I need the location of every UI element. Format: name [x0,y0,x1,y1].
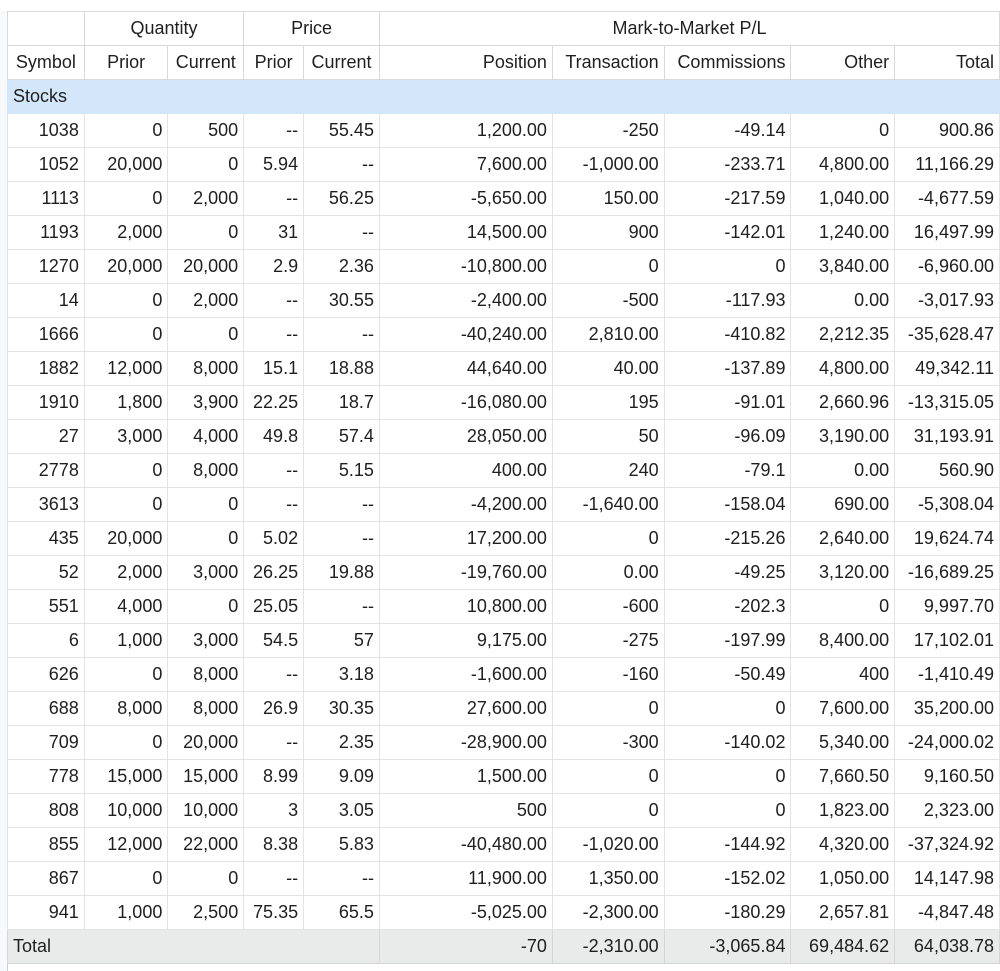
cell-quantity-prior[interactable]: 0 [84,114,168,148]
cell-price-current[interactable]: 19.88 [304,556,380,590]
cell-commissions[interactable]: -152.02 [664,862,791,896]
cell-transaction[interactable]: 195 [552,386,664,420]
cell-commissions[interactable]: -180.29 [664,896,791,930]
cell-quantity-prior[interactable]: 0 [84,726,168,760]
table-row [8,318,1000,352]
cell-price-prior[interactable]: -- [244,182,304,216]
cell-symbol[interactable]: 1038 [8,114,85,148]
cell-transaction[interactable]: 0 [552,692,664,726]
cell-symbol[interactable]: 435 [8,522,85,556]
cell-other[interactable]: 7,660.50 [791,760,895,794]
column-header-price-current[interactable]: Current [304,46,380,80]
cell-quantity-current[interactable]: 8,000 [168,352,244,386]
total-commissions[interactable]: -3,065.84 [664,930,791,964]
cell-position[interactable]: 7,600.00 [379,148,552,182]
cell-total[interactable]: -35,628.47 [895,318,1000,352]
cell-other[interactable]: 2,640.00 [791,522,895,556]
cell-quantity-prior[interactable]: 8,000 [84,692,168,726]
cell-total[interactable]: -37,324.92 [895,828,1000,862]
cell-commissions[interactable]: -117.93 [664,284,791,318]
cell-quantity-current[interactable]: 3,900 [168,386,244,420]
table-row [8,420,1000,454]
cell-symbol[interactable]: 2778 [8,454,85,488]
cell-price-current[interactable]: 9.09 [304,760,380,794]
cell-commissions[interactable]: 0 [664,760,791,794]
cell-transaction[interactable]: 0 [552,522,664,556]
cell-total[interactable]: 31,193.91 [895,420,1000,454]
cell-quantity-current[interactable]: 2,500 [168,896,244,930]
cell-commissions[interactable]: -49.25 [664,556,791,590]
cell-position[interactable]: 1,500.00 [379,760,552,794]
cell-quantity-current[interactable]: 0 [168,522,244,556]
cell-transaction[interactable]: 40.00 [552,352,664,386]
cell-quantity-current[interactable]: 10,000 [168,794,244,828]
table-row [8,114,1000,148]
table-row [8,760,1000,794]
column-header-other[interactable]: Other [791,46,895,80]
cell-position[interactable]: -16,080.00 [379,386,552,420]
cell-price-prior[interactable]: 2.9 [244,250,304,284]
cell-other[interactable]: 7,600.00 [791,692,895,726]
cell-price-current[interactable]: 57 [304,624,380,658]
cell-quantity-current[interactable]: 8,000 [168,692,244,726]
cell-price-current[interactable]: 3.18 [304,658,380,692]
cell-quantity-prior[interactable]: 0 [84,182,168,216]
cell-quantity-current[interactable]: 2,000 [168,182,244,216]
cell-transaction[interactable]: -500 [552,284,664,318]
cell-position[interactable]: 400.00 [379,454,552,488]
cell-commissions[interactable]: -215.26 [664,522,791,556]
cell-quantity-current[interactable]: 0 [168,862,244,896]
cell-quantity-current[interactable]: 8,000 [168,658,244,692]
cell-price-current[interactable]: 3.05 [304,794,380,828]
cell-quantity-current[interactable]: 2,000 [168,284,244,318]
cell-total[interactable]: 900.86 [895,114,1000,148]
cell-quantity-current[interactable]: 500 [168,114,244,148]
cell-symbol[interactable]: 855 [8,828,85,862]
cell-total[interactable]: -4,677.59 [895,182,1000,216]
cell-quantity-current[interactable]: 0 [168,216,244,250]
cell-symbol[interactable]: 808 [8,794,85,828]
table-row [8,284,1000,318]
total-row [8,930,1000,964]
cell-transaction[interactable]: 2,810.00 [552,318,664,352]
cell-price-current[interactable]: 55.45 [304,114,380,148]
cell-symbol[interactable]: 1910 [8,386,85,420]
cell-other[interactable]: 2,657.81 [791,896,895,930]
column-header-symbol[interactable]: Symbol [8,46,85,80]
cell-total[interactable]: -3,017.93 [895,284,1000,318]
cell-other[interactable]: 0 [791,114,895,148]
cell-commissions[interactable]: -91.01 [664,386,791,420]
cell-quantity-current[interactable]: 0 [168,318,244,352]
cell-position[interactable]: 9,175.00 [379,624,552,658]
cell-position[interactable]: 28,050.00 [379,420,552,454]
table-row [8,726,1000,760]
cell-quantity-prior[interactable]: 0 [84,454,168,488]
cell-price-prior[interactable]: 25.05 [244,590,304,624]
cell-commissions[interactable]: -96.09 [664,420,791,454]
cell[interactable] [8,12,85,46]
cell-commissions[interactable]: -217.59 [664,182,791,216]
cell-other[interactable]: 4,320.00 [791,828,895,862]
section-label[interactable]: Stocks [8,80,1000,114]
cell-quantity-prior[interactable]: 0 [84,318,168,352]
cell-quantity-prior[interactable]: 0 [84,488,168,522]
cell-commissions[interactable]: 0 [664,794,791,828]
table-row [8,590,1000,624]
cell-price-prior[interactable]: -- [244,488,304,522]
cell-commissions[interactable]: -197.99 [664,624,791,658]
cell-other[interactable]: 5,340.00 [791,726,895,760]
table-row [8,454,1000,488]
total-total[interactable]: 64,038.78 [895,930,1000,964]
cell-position[interactable]: -19,760.00 [379,556,552,590]
cell-price-prior[interactable]: -- [244,284,304,318]
cell-quantity-prior[interactable]: 20,000 [84,522,168,556]
cell-position[interactable]: 44,640.00 [379,352,552,386]
cell-price-prior[interactable]: 26.25 [244,556,304,590]
cell-price-prior[interactable]: 26.9 [244,692,304,726]
cell-other[interactable]: 0 [791,590,895,624]
cell-total[interactable]: -24,000.02 [895,726,1000,760]
cell-position[interactable]: 17,200.00 [379,522,552,556]
column-header-quantity-current[interactable]: Current [168,46,244,80]
cell-total[interactable]: 16,497.99 [895,216,1000,250]
cell-quantity-prior[interactable]: 1,800 [84,386,168,420]
price-group-header[interactable]: Price [244,12,380,46]
cell-price-prior[interactable]: -- [244,114,304,148]
total-transaction[interactable]: -2,310.00 [552,930,664,964]
cell-other[interactable]: 1,040.00 [791,182,895,216]
cell-total[interactable]: 49,342.11 [895,352,1000,386]
table-row [8,624,1000,658]
cell-price-current[interactable]: -- [304,862,380,896]
cell-commissions[interactable]: -140.02 [664,726,791,760]
cell-total[interactable]: 560.90 [895,454,1000,488]
cell-symbol[interactable]: 52 [8,556,85,590]
cell-total[interactable]: 35,200.00 [895,692,1000,726]
cell-price-prior[interactable]: 49.8 [244,420,304,454]
cell-other[interactable]: 0.00 [791,284,895,318]
cell-quantity-current[interactable]: 0 [168,488,244,522]
column-header-commissions[interactable]: Commissions [664,46,791,80]
cell-quantity-prior[interactable]: 20,000 [84,250,168,284]
cell-transaction[interactable]: 0 [552,250,664,284]
cell-total[interactable]: -4,847.48 [895,896,1000,930]
cell-symbol[interactable]: 27 [8,420,85,454]
cell-other[interactable]: 8,400.00 [791,624,895,658]
cell-symbol[interactable]: 1882 [8,352,85,386]
table-row [8,862,1000,896]
cell-price-current[interactable]: 57.4 [304,420,380,454]
cell-price-current[interactable]: 30.55 [304,284,380,318]
table-row [8,386,1000,420]
cell-symbol[interactable]: 626 [8,658,85,692]
cell-transaction[interactable]: -1,640.00 [552,488,664,522]
cell-quantity-prior[interactable]: 10,000 [84,794,168,828]
cell-quantity-current[interactable]: 3,000 [168,556,244,590]
cell-position[interactable]: -2,400.00 [379,284,552,318]
cell-price-prior[interactable]: 22.25 [244,386,304,420]
table-row [8,658,1000,692]
cell-quantity-prior[interactable]: 12,000 [84,828,168,862]
data-rows [8,114,1000,930]
cell-quantity-current[interactable]: 15,000 [168,760,244,794]
cell-price-current[interactable]: 2.36 [304,250,380,284]
cell-quantity-prior[interactable]: 3,000 [84,420,168,454]
cell-price-prior[interactable]: 5.02 [244,522,304,556]
cell-commissions[interactable]: -142.01 [664,216,791,250]
column-header-row [8,46,1000,80]
cell-price-current[interactable]: -- [304,590,380,624]
cell-transaction[interactable]: 50 [552,420,664,454]
cell-transaction[interactable]: -2,300.00 [552,896,664,930]
cell-price-current[interactable]: 30.35 [304,692,380,726]
cell-price-prior[interactable]: -- [244,726,304,760]
cell-transaction[interactable]: 0.00 [552,556,664,590]
cell-other[interactable]: 400 [791,658,895,692]
cell-total[interactable]: -16,689.25 [895,556,1000,590]
cell-other[interactable]: 690.00 [791,488,895,522]
cell-price-prior[interactable]: 5.94 [244,148,304,182]
cell-other[interactable]: 2,212.35 [791,318,895,352]
cell-total[interactable]: 17,102.01 [895,624,1000,658]
cell-price-current[interactable]: 5.83 [304,828,380,862]
cell-transaction[interactable]: 240 [552,454,664,488]
cell-quantity-prior[interactable]: 4,000 [84,590,168,624]
table-row [8,182,1000,216]
column-header-price-prior[interactable]: Prior [244,46,304,80]
cell-quantity-prior[interactable]: 2,000 [84,216,168,250]
cell-quantity-current[interactable]: 3,000 [168,624,244,658]
cell-price-prior[interactable]: -- [244,454,304,488]
cell-other[interactable]: 3,840.00 [791,250,895,284]
cell-quantity-prior[interactable]: 20,000 [84,148,168,182]
cell-position[interactable]: -5,025.00 [379,896,552,930]
table-row [8,522,1000,556]
cell-commissions[interactable]: -144.92 [664,828,791,862]
cell-price-prior[interactable]: 15.1 [244,352,304,386]
cell-quantity-prior[interactable]: 0 [84,284,168,318]
cell-price-current[interactable]: -- [304,522,380,556]
cell-commissions[interactable]: -158.04 [664,488,791,522]
column-header-total[interactable]: Total [895,46,1000,80]
cell-commissions[interactable]: 0 [664,250,791,284]
cell-quantity-current[interactable]: 22,000 [168,828,244,862]
cell-price-current[interactable]: -- [304,216,380,250]
total-other[interactable]: 69,484.62 [791,930,895,964]
cell-symbol[interactable]: 688 [8,692,85,726]
group-header-row [8,12,1000,46]
cell-price-current[interactable]: 18.7 [304,386,380,420]
cell-price-prior[interactable]: 3 [244,794,304,828]
cell-position[interactable]: -4,200.00 [379,488,552,522]
cell-total[interactable]: 2,323.00 [895,794,1000,828]
cell-total[interactable]: 14,147.98 [895,862,1000,896]
table-row [8,250,1000,284]
cell-price-prior[interactable]: 75.35 [244,896,304,930]
cell-quantity-prior[interactable]: 15,000 [84,760,168,794]
cell-position[interactable]: -40,240.00 [379,318,552,352]
cell-position[interactable]: 500 [379,794,552,828]
cell-transaction[interactable]: 1,350.00 [552,862,664,896]
column-header-quantity-prior[interactable]: Prior [84,46,168,80]
cell-commissions[interactable]: -79.1 [664,454,791,488]
cell-total[interactable]: -6,960.00 [895,250,1000,284]
cell-quantity-prior[interactable]: 2,000 [84,556,168,590]
cell-price-current[interactable]: -- [304,148,380,182]
cell-transaction[interactable]: -1,000.00 [552,148,664,182]
cell-symbol[interactable]: 1113 [8,182,85,216]
cell-quantity-prior[interactable]: 1,000 [84,624,168,658]
cell-commissions[interactable]: -202.3 [664,590,791,624]
cell-position[interactable]: -40,480.00 [379,828,552,862]
cell-price-prior[interactable]: -- [244,862,304,896]
cell-total[interactable]: 19,624.74 [895,522,1000,556]
cell-symbol[interactable]: 778 [8,760,85,794]
cell-symbol[interactable]: 1270 [8,250,85,284]
column-header-position[interactable]: Position [379,46,552,80]
cell-price-prior[interactable]: 31 [244,216,304,250]
quantity-group-header[interactable]: Quantity [84,12,243,46]
cell-total[interactable]: 9,160.50 [895,760,1000,794]
cell-symbol[interactable]: 551 [8,590,85,624]
cell-other[interactable]: 1,050.00 [791,862,895,896]
cell-quantity-prior[interactable]: 0 [84,658,168,692]
cell-quantity-current[interactable]: 20,000 [168,726,244,760]
cell-transaction[interactable]: -1,020.00 [552,828,664,862]
cell-commissions[interactable]: -137.89 [664,352,791,386]
cell-quantity-current[interactable]: 8,000 [168,454,244,488]
cell-total[interactable]: 9,997.70 [895,590,1000,624]
cell-price-prior[interactable]: -- [244,658,304,692]
cell-position[interactable]: 27,600.00 [379,692,552,726]
table-row [8,216,1000,250]
cell-other[interactable]: 0.00 [791,454,895,488]
cell-position[interactable]: -1,600.00 [379,658,552,692]
cell-quantity-prior[interactable]: 1,000 [84,896,168,930]
cell-quantity-current[interactable]: 0 [168,590,244,624]
cell-symbol[interactable]: 6 [8,624,85,658]
table-row [8,828,1000,862]
mtm-pl-table [7,11,1000,964]
cell-other[interactable]: 4,800.00 [791,148,895,182]
section-row [8,80,1000,114]
cell-transaction[interactable]: 0 [552,794,664,828]
table-row [8,488,1000,522]
cell-total[interactable]: -1,410.49 [895,658,1000,692]
cell-transaction[interactable]: -160 [552,658,664,692]
cell-quantity-current[interactable]: 20,000 [168,250,244,284]
cell-price-current[interactable]: 18.88 [304,352,380,386]
cell-commissions[interactable]: -233.71 [664,148,791,182]
cell-price-current[interactable]: -- [304,488,380,522]
cell-transaction[interactable]: -300 [552,726,664,760]
cell-price-prior[interactable]: 8.99 [244,760,304,794]
cell-price-current[interactable]: 65.5 [304,896,380,930]
cell-transaction[interactable]: 900 [552,216,664,250]
cell-price-prior[interactable]: 8.38 [244,828,304,862]
cell-symbol[interactable]: 3613 [8,488,85,522]
table-row [8,896,1000,930]
table-row [8,352,1000,386]
cell-transaction[interactable]: -250 [552,114,664,148]
cell-position[interactable]: 11,900.00 [379,862,552,896]
cell-quantity-prior[interactable]: 12,000 [84,352,168,386]
cell-price-current[interactable]: -- [304,318,380,352]
cell-symbol[interactable]: 941 [8,896,85,930]
cell-quantity-current[interactable]: 4,000 [168,420,244,454]
cell-price-current[interactable]: 2.35 [304,726,380,760]
cell-price-prior[interactable]: -- [244,318,304,352]
cell-position[interactable]: 1,200.00 [379,114,552,148]
cell-symbol[interactable]: 1052 [8,148,85,182]
cell-quantity-prior[interactable]: 0 [84,862,168,896]
cell-price-current[interactable]: 56.25 [304,182,380,216]
cell-other[interactable]: 3,190.00 [791,420,895,454]
table-row [8,148,1000,182]
cell-commissions[interactable]: -50.49 [664,658,791,692]
total-label[interactable]: Total [8,930,380,964]
mtm-group-header[interactable]: Mark-to-Market P/L [379,12,999,46]
cell-symbol[interactable]: 1193 [8,216,85,250]
table-row [8,556,1000,590]
cell-symbol[interactable]: 1666 [8,318,85,352]
cell-total[interactable]: -13,315.05 [895,386,1000,420]
cell-transaction[interactable]: 0 [552,760,664,794]
total-position[interactable]: -70 [379,930,552,964]
cell-other[interactable]: 3,120.00 [791,556,895,590]
cell-other[interactable]: 4,800.00 [791,352,895,386]
cell-transaction[interactable]: -275 [552,624,664,658]
cell-other[interactable]: 2,660.96 [791,386,895,420]
table-row [8,794,1000,828]
cell-position[interactable]: -10,800.00 [379,250,552,284]
cell-total[interactable]: 11,166.29 [895,148,1000,182]
cell-commissions[interactable]: -49.14 [664,114,791,148]
cell-position[interactable]: -28,900.00 [379,726,552,760]
cell-symbol[interactable]: 867 [8,862,85,896]
cell-other[interactable]: 1,240.00 [791,216,895,250]
cell-symbol[interactable]: 709 [8,726,85,760]
cell-commissions[interactable]: -410.82 [664,318,791,352]
cell-price-prior[interactable]: 54.5 [244,624,304,658]
cell-quantity-current[interactable]: 0 [168,148,244,182]
cell-total[interactable]: -5,308.04 [895,488,1000,522]
cell-other[interactable]: 1,823.00 [791,794,895,828]
cell-price-current[interactable]: 5.15 [304,454,380,488]
cell-position[interactable]: -5,650.00 [379,182,552,216]
cell-transaction[interactable]: 150.00 [552,182,664,216]
cell-position[interactable]: 10,800.00 [379,590,552,624]
cell-position[interactable]: 14,500.00 [379,216,552,250]
column-header-transaction[interactable]: Transaction [552,46,664,80]
cell-commissions[interactable]: 0 [664,692,791,726]
table-row [8,692,1000,726]
cell-symbol[interactable]: 14 [8,284,85,318]
cell-transaction[interactable]: -600 [552,590,664,624]
